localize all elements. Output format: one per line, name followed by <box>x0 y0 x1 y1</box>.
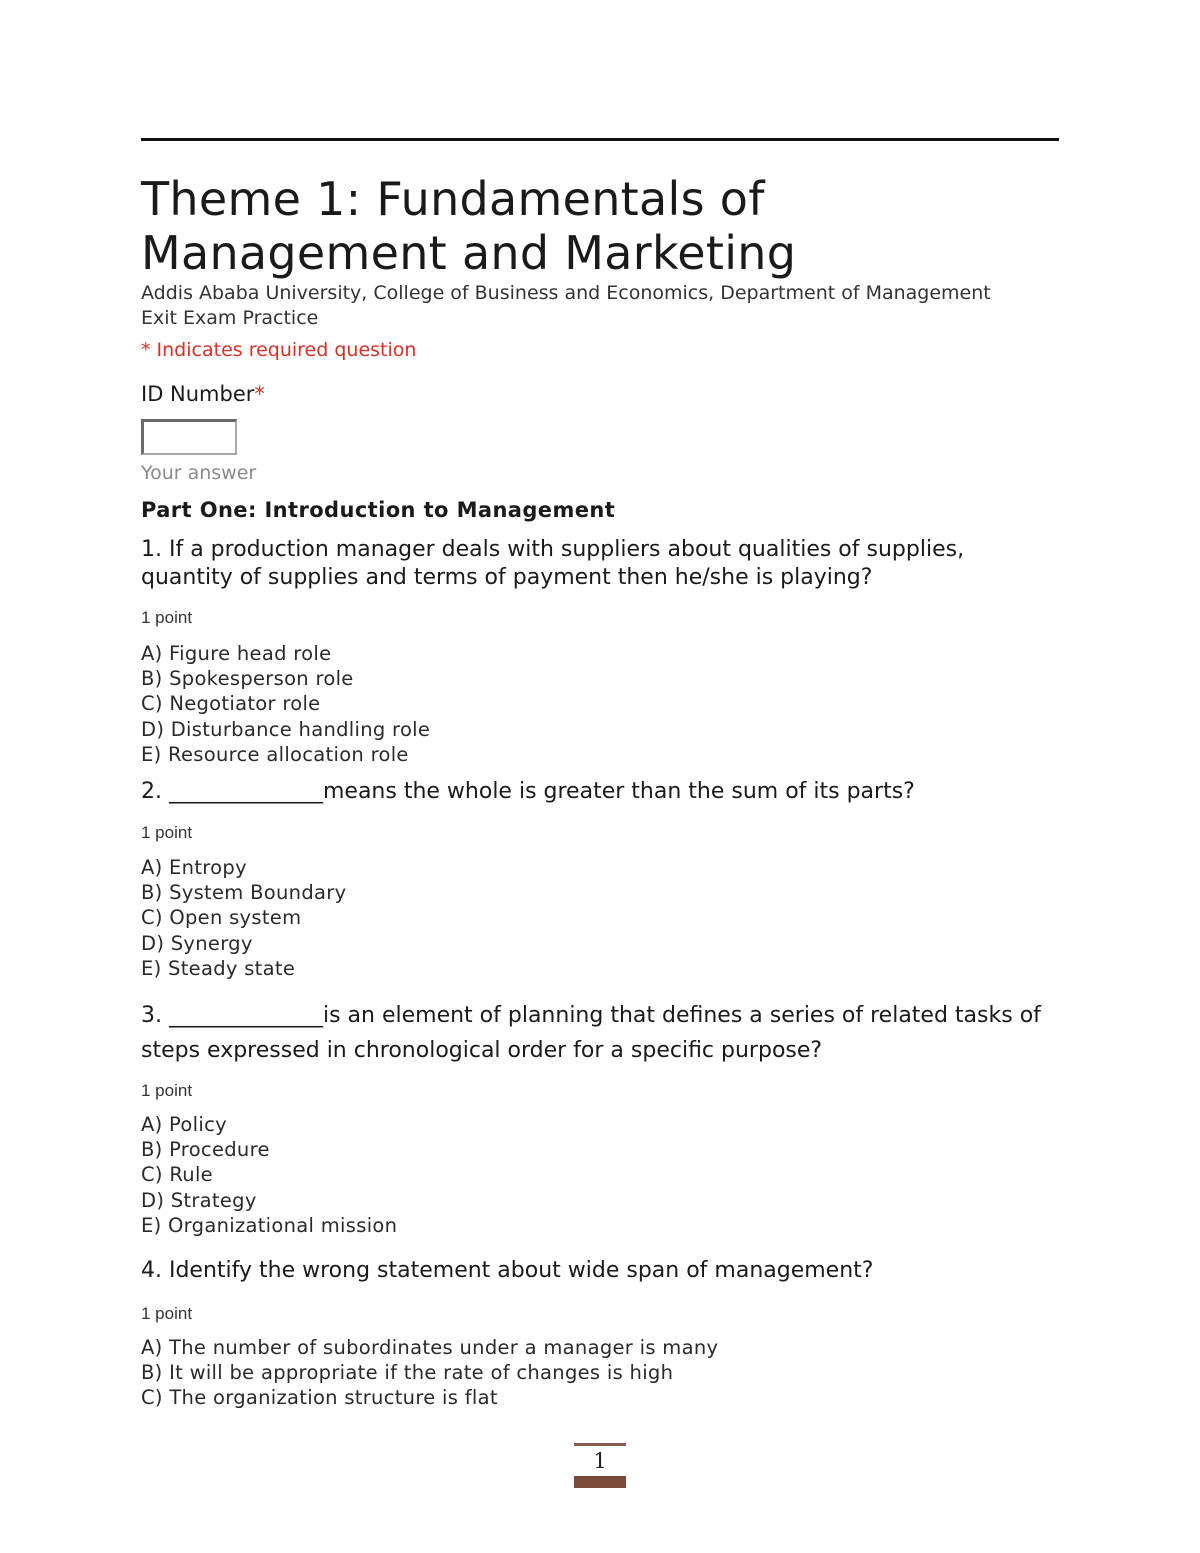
option-item[interactable]: B) System Boundary <box>141 881 347 905</box>
option-item[interactable]: C) Rule <box>141 1163 213 1187</box>
question-text: 2. ______________means the whole is greater than the sum of its parts? <box>141 779 915 804</box>
question-3 <box>141 998 1041 1068</box>
option-item[interactable]: C) Open system <box>141 906 302 930</box>
question-1-options <box>141 641 430 767</box>
page-number: 1 <box>593 1449 607 1473</box>
option-item[interactable]: E) Organizational mission <box>141 1213 398 1237</box>
your-answer-hint: Your answer <box>141 462 257 484</box>
option-item[interactable]: A) Entropy <box>141 856 247 879</box>
question-points: 1 point <box>141 608 193 627</box>
option-item[interactable]: B) Spokesperson role <box>141 667 354 691</box>
footer-accent-bottom <box>574 1476 626 1488</box>
page-subtitle: Addis Ababa University, College of Business and Economics, Department of Management Exit Exam Practice <box>141 282 991 329</box>
question-1 <box>141 536 1041 592</box>
option-item[interactable]: E) Resource allocation role <box>141 742 409 766</box>
page-title <box>141 172 796 280</box>
question-2-options <box>141 855 346 981</box>
footer-accent-top <box>574 1443 626 1446</box>
question-points: 1 point <box>141 1081 193 1100</box>
option-item[interactable]: A) Policy <box>141 1113 227 1136</box>
id-number-label <box>141 380 265 408</box>
id-number-input[interactable] <box>141 419 237 455</box>
question-text: 1. If a production manager deals with suppliers about qualities of supplies, quantity of supplies and terms of payment then he/she is playing? <box>141 537 965 590</box>
page-title-line-2: Management and Marketing <box>141 226 797 280</box>
option-item[interactable]: D) Disturbance handling role <box>141 717 431 741</box>
question-4 <box>141 1257 1041 1285</box>
option-item[interactable]: D) Synergy <box>141 931 253 955</box>
question-4-options <box>141 1335 718 1411</box>
question-2 <box>141 778 1041 806</box>
document-page <box>141 0 1059 1553</box>
top-divider <box>141 138 1059 141</box>
question-text: 3. ______________is an element of planning that defines a series of related tasks of steps expressed in chronological order for a specific purpose? <box>141 1003 1041 1063</box>
option-item[interactable]: B) It will be appropriate if the rate of changes is high <box>141 1361 674 1385</box>
option-item[interactable]: A) Figure head role <box>141 642 332 665</box>
required-asterisk: * <box>254 382 265 406</box>
option-item[interactable]: B) Procedure <box>141 1138 270 1162</box>
question-3-options <box>141 1112 397 1238</box>
id-number-label-text: ID Number <box>141 382 255 406</box>
question-points: 1 point <box>141 823 193 842</box>
option-item[interactable]: C) The organization structure is flat <box>141 1386 498 1410</box>
page-title-line-1: Theme 1: Fundamentals of <box>141 172 765 226</box>
option-item[interactable]: E) Steady state <box>141 956 296 980</box>
part-one-heading: Part One: Introduction to Management <box>141 498 616 522</box>
question-points: 1 point <box>141 1304 193 1323</box>
option-item[interactable]: D) Strategy <box>141 1188 257 1212</box>
question-text: 4. Identify the wrong statement about wide span of management? <box>141 1258 874 1283</box>
required-note: * Indicates required question <box>141 339 417 361</box>
option-item[interactable]: A) The number of subordinates under a manager is many <box>141 1336 719 1359</box>
option-item[interactable]: C) Negotiator role <box>141 692 321 716</box>
